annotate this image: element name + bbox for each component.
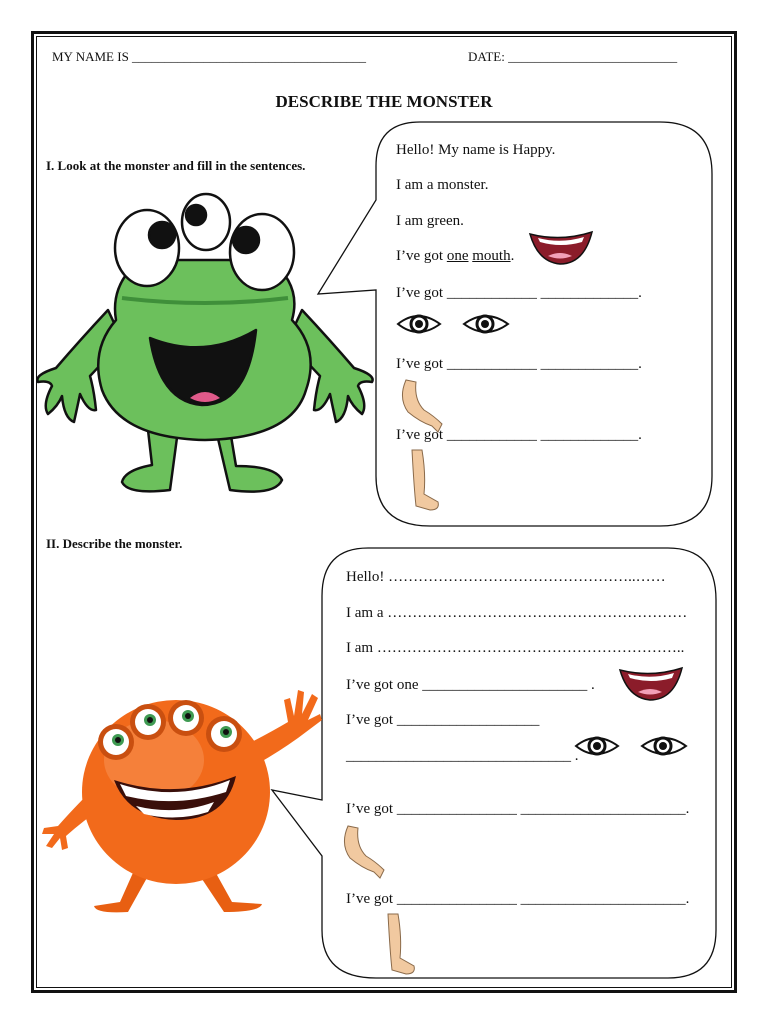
leg-icon-2	[384, 912, 418, 976]
p1-line-eyes[interactable]: I’ve got ____________ _____________.	[396, 285, 642, 301]
arm-icon	[398, 378, 444, 434]
p2-line-mouth[interactable]: I’ve got one ______________________ .	[346, 677, 595, 693]
date-field[interactable]: DATE: __________________________	[468, 49, 678, 64]
p2-line-arms[interactable]: I’ve got ________________ ______________________.	[346, 801, 690, 817]
p1-line-monster: I am a monster.	[396, 177, 489, 193]
part1-heading: I. Look at the monster and fill in the sentences.	[46, 158, 306, 173]
leg-icon	[408, 448, 442, 512]
p1-line-legs[interactable]: I’ve got ____________ _____________.	[396, 427, 642, 443]
green-monster-image	[30, 190, 380, 510]
eyes-icon	[396, 308, 512, 344]
p1-mouth-one: one	[446, 248, 469, 264]
p2-line-eyes-1[interactable]: I’ve got ___________________	[346, 712, 540, 728]
orange-monster-image	[36, 680, 326, 920]
p2-line-color[interactable]: I am ……………………………………………………..	[346, 640, 685, 656]
mouth-icon-2	[616, 664, 686, 704]
p1-line-arms[interactable]: I’ve got ____________ _____________.	[396, 356, 642, 372]
p1-line-mouth	[396, 248, 514, 265]
page-title: DESCRIBE THE MONSTER	[275, 92, 493, 111]
p1-mouth-end: .	[510, 248, 515, 264]
p2-line-eyes-2[interactable]: ______________________________ .	[346, 748, 579, 764]
mouth-icon	[528, 228, 594, 268]
arm-icon-2	[340, 824, 386, 880]
p1-line-green: I am green.	[396, 213, 464, 229]
eyes-icon-2	[574, 730, 690, 766]
part2-heading: II. Describe the monster.	[46, 536, 183, 551]
p1-line-hello: Hello! My name is Happy.	[396, 142, 556, 158]
p2-line-legs[interactable]: I’ve got ________________ ______________________.	[346, 891, 690, 907]
p1-mouth-word: mouth	[472, 248, 511, 264]
p1-mouth-prefix: I’ve got	[396, 248, 447, 264]
name-field[interactable]: MY NAME IS ____________________________________	[52, 49, 367, 64]
p2-line-monster[interactable]: I am a ……………………………………………………	[346, 605, 688, 621]
p2-line-hello[interactable]: Hello! …………………………………………..……	[346, 569, 666, 585]
